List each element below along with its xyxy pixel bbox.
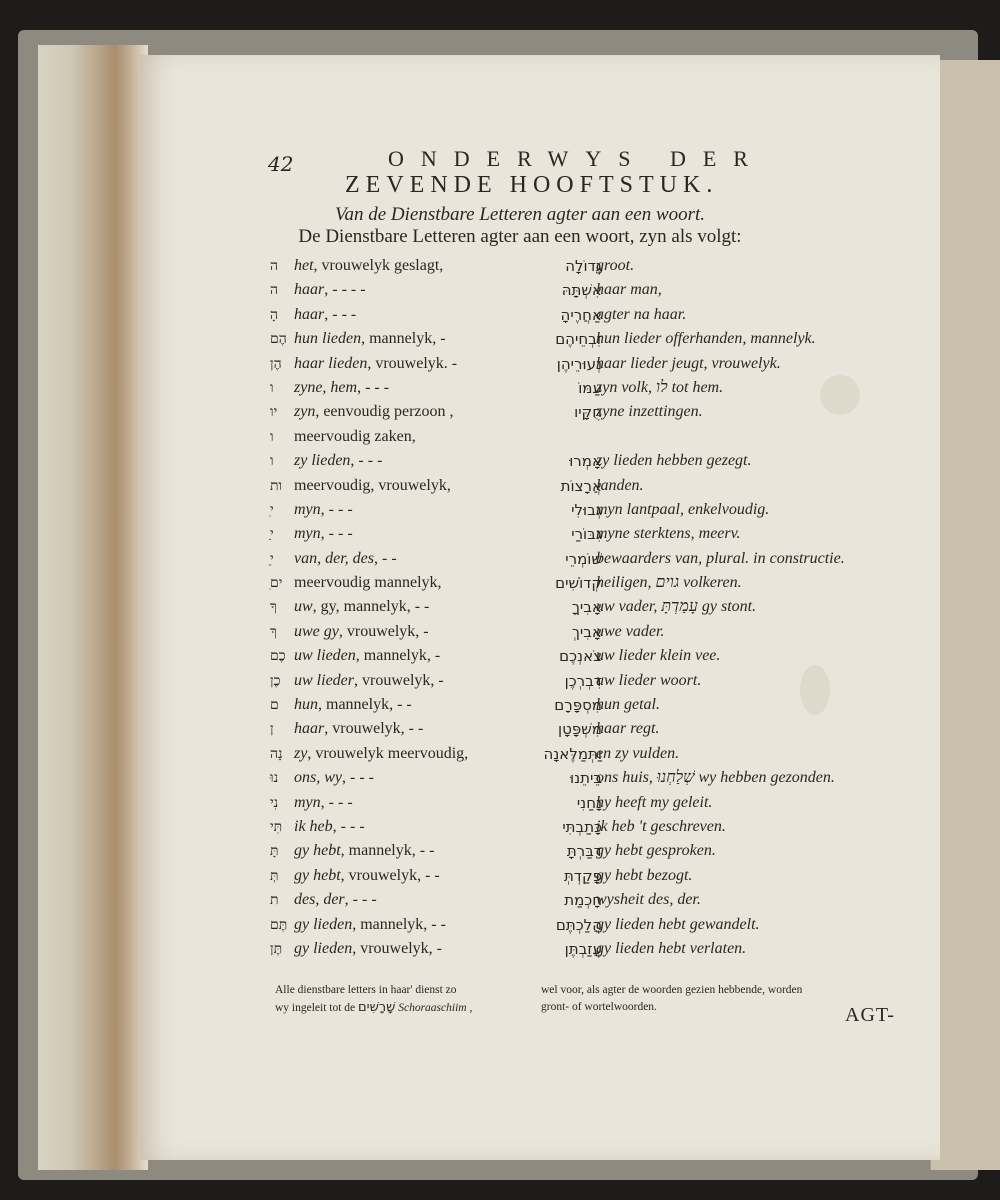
description-rest: , - - - — [320, 793, 353, 811]
description-italic: hun — [294, 696, 318, 714]
description-italic: gy hebt — [294, 866, 341, 884]
hebrew-example: דִּבַּרְתָּ — [566, 842, 602, 861]
dutch-gloss: uwe vader. — [596, 622, 665, 640]
suffix-description — [294, 352, 457, 376]
suffix-description — [294, 498, 353, 522]
suffix-table — [270, 254, 920, 961]
suffix-description — [294, 717, 423, 741]
table-row — [270, 474, 920, 498]
table-row — [270, 839, 920, 863]
dutch-gloss: gy lieden hebt verlaten. — [596, 939, 747, 957]
description-italic: zy lieden — [294, 452, 351, 470]
description-italic: uw lieder — [294, 671, 354, 689]
dutch-gloss: hy heeft my geleit. — [596, 793, 713, 811]
hebrew-example: צֹאנְכֶם — [559, 647, 602, 666]
dutch-gloss: heiligen, גוים volkeren. — [596, 574, 742, 592]
hebrew-example: גִּבּוֹרַי — [571, 525, 602, 544]
footnote-left — [275, 982, 537, 1017]
suffix-letter: כֶן — [270, 672, 281, 689]
suffix-description — [294, 644, 440, 668]
table-row — [270, 376, 920, 400]
dutch-gloss: en zy vulden. — [596, 744, 680, 762]
suffix-description — [294, 327, 446, 351]
dutch-gloss: zy lieden hebben gezegt. — [596, 452, 752, 470]
description-rest: , vrouwelyk meervoudig, — [307, 744, 469, 762]
hebrew-example: עֲזַבְתֶּן — [564, 939, 602, 958]
description-italic: hun lieden — [294, 330, 362, 348]
table-row — [270, 303, 920, 327]
description-rest: , vrouwelyk geslagt, — [313, 257, 444, 274]
suffix-description — [294, 937, 442, 961]
table-row — [270, 815, 920, 839]
suffix-letter: תִּי — [270, 818, 283, 835]
description-rest: , vrouwelyk, - - — [324, 720, 424, 738]
table-row — [270, 327, 920, 351]
description-rest: , vrouwelyk, - — [338, 622, 429, 640]
description-italic: het — [294, 257, 314, 274]
footnote-transliteration: Schoraaschiim , — [398, 1002, 473, 1014]
hebrew-example: זִבְחֵיהֶם — [555, 330, 602, 349]
table-row — [270, 522, 920, 546]
hebrew-example: הֲלַכְתֶּם — [555, 915, 602, 934]
hebrew-example: אָמְרוּ — [569, 452, 602, 471]
suffix-description — [294, 278, 366, 302]
hebrew-example: אִשְׁתָּהּ — [561, 281, 602, 300]
description-italic: uw — [294, 598, 313, 616]
table-row — [270, 449, 920, 473]
dutch-gloss: uw lieder woort. — [596, 671, 702, 689]
description-rest: , - - - — [324, 305, 357, 323]
dutch-gloss: zyn volk, לו tot hem. — [596, 378, 724, 396]
footnote-line: gront- of wortelwoorden. — [541, 1001, 657, 1013]
running-header: ONDERWYS DER — [388, 146, 765, 171]
suffix-letter: תְּ — [270, 867, 279, 884]
suffix-description — [294, 693, 412, 717]
suffix-description — [294, 595, 429, 619]
suffix-description — [294, 376, 389, 400]
suffix-letter: ת — [270, 892, 279, 909]
suffix-letter: ו — [270, 379, 274, 396]
dutch-gloss: gy hebt gesproken. — [596, 842, 716, 860]
section-subtitle: Van de Dienstbare Letteren agter aan een woort. — [334, 204, 706, 225]
suffix-description — [294, 864, 440, 888]
catchword: AGT- — [845, 1004, 895, 1026]
intro-line: De Dienstbare Letteren agter aan een woort, zyn als volgt: — [298, 226, 742, 247]
suffix-letter: ה — [270, 282, 279, 299]
description-italic: des, der — [294, 891, 345, 909]
page-number: 42 — [268, 152, 294, 176]
hebrew-example: מִסְפָּרָם — [554, 696, 602, 715]
dutch-gloss: bewaarders van, plural. in constructie. — [596, 549, 845, 567]
footnote-hebrew: שָׁרָשִׁים — [358, 1000, 396, 1015]
hebrew-example: אַחֲרֶיהָ — [560, 305, 602, 324]
suffix-description — [294, 303, 356, 327]
suffix-letter: נָה — [270, 745, 283, 762]
description-rest: , - - - — [320, 500, 353, 518]
description-rest: , - - - - — [324, 281, 366, 299]
chapter-title: ZEVENDE HOOFTSTUK. — [345, 172, 719, 198]
suffix-letter: תָּ — [270, 843, 279, 860]
suffix-description — [294, 742, 468, 766]
description-rest: , mannelyk, - - — [340, 842, 435, 860]
suffix-description — [294, 620, 429, 644]
description-italic: zyn — [294, 403, 316, 421]
suffix-description — [294, 547, 397, 571]
hebrew-example: חֻקָּיו — [574, 403, 602, 422]
table-row — [270, 352, 920, 376]
description-rest: , vrouwelyk, - - — [340, 866, 440, 884]
table-row — [270, 888, 920, 912]
footnote-line — [275, 999, 537, 1017]
table-row — [270, 278, 920, 302]
suffix-letter: ות — [270, 477, 283, 494]
description-italic: uw lieden — [294, 647, 356, 665]
dutch-gloss: ik heb 't geschreven. — [596, 817, 726, 835]
description-rest: , gy, mannelyk, - - — [312, 598, 430, 616]
hebrew-example: פָּקַדְתְּ — [563, 866, 602, 885]
suffix-letter: הֶן — [270, 355, 282, 372]
description-italic: myn — [294, 500, 321, 518]
description-italic: haar lieden — [294, 354, 368, 372]
suffix-description — [294, 669, 444, 693]
table-row — [270, 937, 920, 961]
suffix-letter: תֶּם — [270, 916, 288, 933]
description-rest: meervoudig mannelyk, — [294, 574, 442, 592]
hebrew-example: אָבִיךָ — [571, 598, 602, 617]
dutch-gloss: myn lantpaal, enkelvoudig. — [596, 500, 770, 518]
dutch-gloss: hun lieder offerhanden, mannelyk. — [596, 330, 816, 348]
table-row — [270, 425, 920, 449]
hebrew-example: דִּבְרְכֶן — [564, 671, 602, 690]
dutch-gloss: hun getal. — [596, 696, 660, 714]
hebrew-example: חָכְמַת — [564, 891, 602, 910]
hebrew-example: נְעוּרֵיהֶן — [556, 354, 602, 373]
hebrew-example: אֲרָצוֹת — [560, 476, 602, 495]
description-rest: , vrouwelyk, - — [354, 671, 444, 689]
table-row — [270, 254, 920, 278]
suffix-letter: הֶם — [270, 331, 287, 348]
description-rest: , - - — [373, 549, 397, 567]
hebrew-example: קְדוֹשִׁים — [555, 574, 602, 593]
description-rest: meervoudig, vrouwelyk, — [294, 476, 451, 494]
dutch-gloss: zyne inzettingen. — [596, 403, 703, 421]
table-row — [270, 400, 920, 424]
suffix-description — [294, 474, 451, 498]
description-italic: myn — [294, 525, 321, 543]
hebrew-example: שׁוֹמְרֵי — [565, 549, 602, 568]
hebrew-example: גְּבוּלִי — [571, 500, 602, 519]
description-italic: gy lieden — [294, 939, 353, 957]
description-italic: gy hebt — [294, 842, 341, 860]
suffix-letter: ו — [270, 428, 274, 445]
dutch-gloss: wysheit des, der. — [596, 891, 701, 909]
dutch-gloss: gy lieden hebt gewandelt. — [596, 915, 760, 933]
table-row — [270, 595, 920, 619]
description-rest: , - - - — [357, 378, 390, 396]
suffix-description — [294, 766, 374, 790]
dutch-gloss: gy hebt bezogt. — [596, 866, 693, 884]
description-rest: , mannelyk, - — [361, 330, 446, 348]
dutch-gloss: uw vader, עָמַדְתָּ gy stont. — [596, 598, 757, 616]
description-rest: , vrouwelyk, - — [352, 939, 442, 957]
description-rest: , mannelyk, - — [355, 647, 441, 665]
suffix-description — [294, 839, 434, 863]
description-italic: ik heb — [294, 817, 333, 835]
description-italic: zyne, hem — [294, 378, 358, 396]
suffix-description — [294, 815, 365, 839]
table-row — [270, 620, 920, 644]
suffix-description — [294, 425, 416, 449]
table-row — [270, 644, 920, 668]
description-rest: , vrouwelyk. - — [367, 354, 458, 372]
suffix-description — [294, 571, 442, 595]
hebrew-example: עַמּוֹ — [578, 378, 602, 397]
table-row — [270, 742, 920, 766]
suffix-description — [294, 254, 443, 278]
description-italic: van, der, des — [294, 549, 374, 567]
suffix-letter: הָ — [270, 306, 279, 323]
description-rest: , mannelyk, - - — [352, 915, 446, 933]
table-row — [270, 864, 920, 888]
suffix-letter: ה — [270, 258, 279, 274]
table-row — [270, 766, 920, 790]
dutch-gloss: uw lieder klein vee. — [596, 647, 721, 665]
description-italic: gy lieden — [294, 915, 353, 933]
hebrew-example: כָּתַבְתִּי — [562, 817, 602, 836]
suffix-letter: ם — [270, 697, 279, 714]
suffix-letter: נִי — [270, 794, 279, 811]
hebrew-example: נָחַנִי — [576, 793, 602, 812]
dutch-gloss: landen. — [596, 476, 644, 494]
description-rest: , eenvoudig perzoon , — [315, 403, 454, 421]
table-row — [270, 913, 920, 937]
suffix-description — [294, 888, 377, 912]
table-row — [270, 571, 920, 595]
dutch-gloss: haar regt. — [596, 720, 660, 738]
suffix-letter: ִי — [270, 501, 274, 518]
table-row — [270, 791, 920, 815]
description-italic: haar — [294, 720, 325, 738]
hebrew-example: וַתְּמַלֶּאנָה — [543, 744, 602, 763]
hebrew-example: גְּדוֹלָה — [565, 257, 602, 275]
description-italic: myn — [294, 793, 321, 811]
suffix-description — [294, 913, 446, 937]
hebrew-example: אָבִיךְ — [571, 622, 602, 641]
description-italic: haar — [294, 305, 325, 323]
description-rest: , - - - — [332, 817, 365, 835]
description-italic: ons, wy — [294, 769, 342, 787]
table-row — [270, 717, 920, 741]
hebrew-example: מִשְׁפָּטָן — [558, 720, 602, 739]
dutch-gloss: myne sterktens, meerv. — [596, 525, 741, 543]
suffix-description — [294, 791, 353, 815]
table-row — [270, 547, 920, 571]
table-row — [270, 669, 920, 693]
description-italic: zy — [294, 744, 308, 762]
dutch-gloss: haar lieder jeugt, vrouwelyk. — [596, 354, 781, 372]
suffix-description — [294, 400, 454, 424]
description-italic: uwe gy — [294, 622, 339, 640]
suffix-letter: נוּ — [270, 770, 279, 787]
suffix-letter: כֶם — [270, 648, 286, 665]
dutch-gloss: groot. — [596, 257, 635, 274]
suffix-letter: ֵי — [270, 550, 274, 567]
footnote-text: wy ingeleit tot de — [275, 1002, 356, 1014]
table-row — [270, 693, 920, 717]
description-rest: meervoudig zaken, — [294, 427, 416, 445]
suffix-description — [294, 522, 353, 546]
footnote-line: Alle dienstbare letters in haar' dienst zo — [275, 984, 457, 996]
dutch-gloss: ons huis, שְׁלַחְנוּ wy hebben gezonden. — [596, 769, 835, 787]
description-rest: , - - - — [350, 452, 383, 470]
hebrew-example: בֵּיתֵנוּ — [570, 769, 602, 788]
suffix-letter: יו — [270, 404, 278, 421]
dutch-gloss: agter na haar. — [596, 305, 687, 323]
footnote-line: wel voor, als agter de woorden gezien hebbende, worden — [541, 984, 803, 996]
description-rest: , - - - — [320, 525, 353, 543]
dutch-gloss: haar man, — [596, 281, 662, 299]
description-rest: , - - - — [342, 769, 374, 787]
description-rest: , - - - — [344, 891, 377, 909]
table-row — [270, 498, 920, 522]
suffix-description — [294, 449, 382, 473]
description-rest: , mannelyk, - - — [318, 696, 412, 714]
suffix-letter: תֶּן — [270, 940, 283, 957]
description-italic: haar — [294, 281, 325, 299]
suffix-letter: ו — [270, 453, 274, 470]
suffix-letter: ן — [270, 721, 274, 738]
suffix-letter: ַי — [270, 526, 274, 543]
suffix-letter: ךָ — [270, 599, 277, 616]
suffix-letter: ךְ — [270, 623, 277, 640]
suffix-letter: ִים — [270, 575, 283, 592]
